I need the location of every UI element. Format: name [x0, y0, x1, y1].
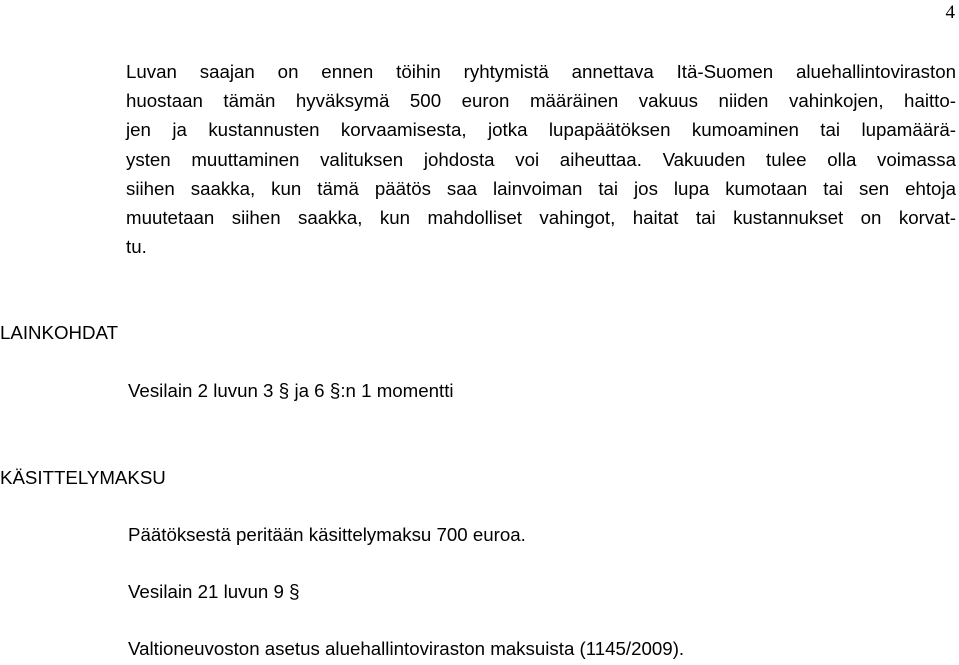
- paragraph-line: ysten muuttaminen valituksen johdosta voi aiheuttaa. Vakuuden tulee olla voimassa: [126, 148, 956, 170]
- legal-ref-part: :n 1 momentti: [340, 380, 454, 401]
- legal-ref-part: ja 6: [294, 380, 325, 401]
- security-deposit-paragraph: [126, 57, 956, 261]
- lainkohdat-heading: LAINKOHDAT: [0, 322, 119, 343]
- section-sign: §: [289, 582, 300, 603]
- section-sign: §: [278, 381, 290, 402]
- legal-basis-reference: [128, 380, 454, 403]
- fee-law-ref-text: Vesilain 21 luvun 9: [128, 581, 284, 602]
- page-number: 4: [945, 2, 955, 23]
- legal-ref-part: Vesilain 2 luvun 3: [128, 380, 274, 401]
- section-sign: §: [329, 381, 341, 402]
- kasittelymaksu-heading: KÄSITTELYMAKSU: [0, 467, 166, 488]
- fee-text: Päätöksestä peritään käsittelymaksu 700 euroa.: [128, 524, 526, 545]
- paragraph-line: jen ja kustannusten korvaamisesta, jotka lupapäätöksen kumoaminen tai lupamäärä-: [126, 119, 956, 141]
- paragraph-line: siihen saakka, kun tämä päätös saa lainvoiman tai jos lupa kumotaan tai sen ehtoja: [126, 177, 956, 199]
- paragraph-line: Luvan saajan on ennen töihin ryhtymistä annettava Itä-Suomen aluehallintoviraston: [126, 61, 956, 82]
- paragraph-line: muutetaan siihen saakka, kun mahdolliset vahingot, haitat tai kustannukset on korvat-: [126, 207, 956, 229]
- paragraph-line: huostaan tämän hyväksymä 500 euron määräinen vakuus niiden vahinkojen, haitto-: [126, 90, 956, 112]
- paragraph-line: tu.: [126, 236, 147, 258]
- fee-decree-reference: Valtioneuvoston asetus aluehallintoviraston maksuista (1145/2009).: [128, 638, 685, 659]
- fee-law-reference: [128, 581, 300, 604]
